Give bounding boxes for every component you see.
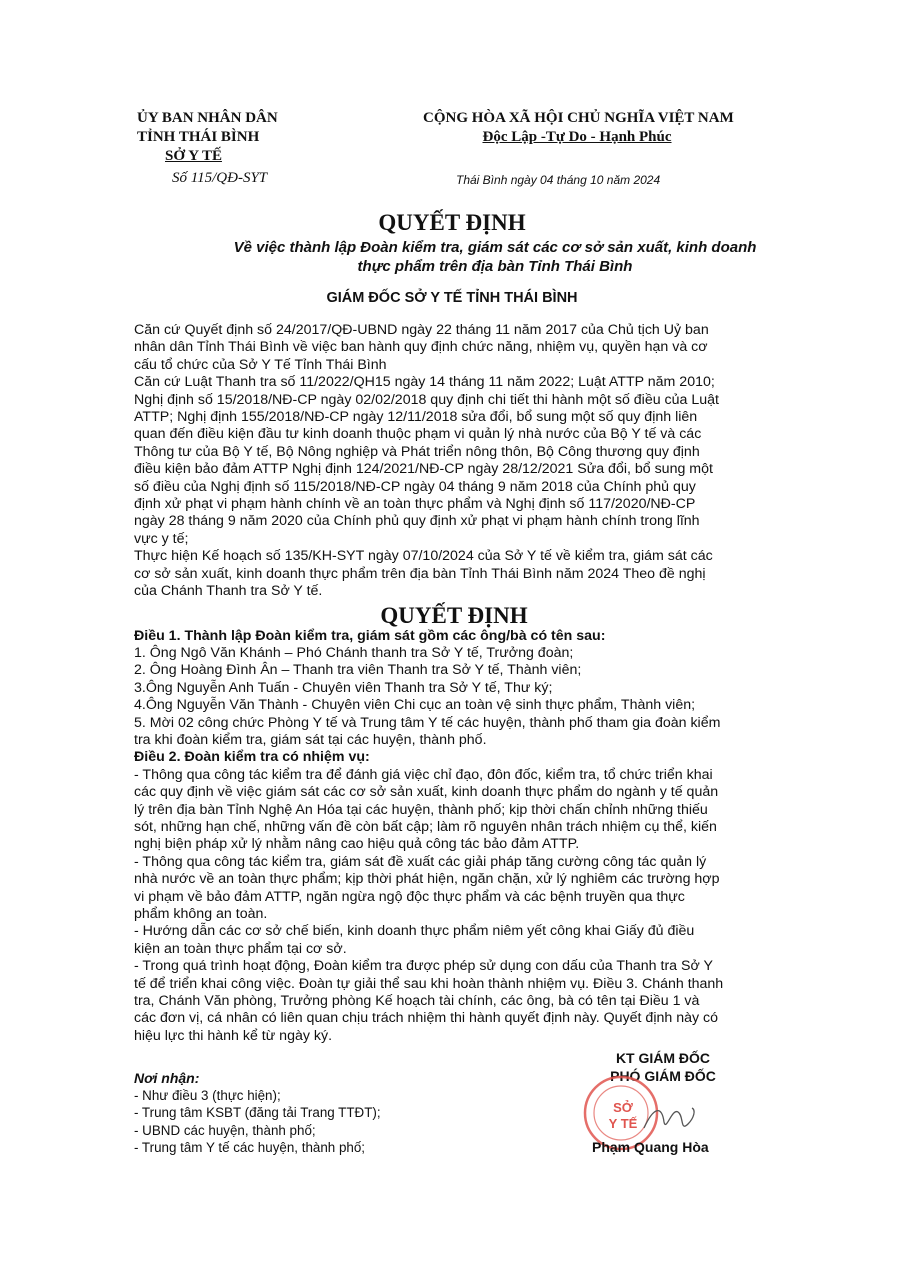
- article-2-line: các quy định về việc giám sát các cơ sở sản xuất, kinh doanh thực phẩm do ngành y tế quản: [134, 784, 719, 801]
- signature-line-2: PHÓ GIÁM ĐỐC: [610, 1068, 716, 1084]
- stamp-text-line-2: Y TẾ: [608, 1116, 638, 1131]
- preamble-line: cấu tổ chức của Sở Y Tế Tỉnh Thái Bình: [134, 356, 387, 373]
- article-2-line: nghị biện pháp xử lý nhằm nâng cao hiệu quả công tác bảo đảm ATTP.: [134, 836, 580, 853]
- article-2-line: lý trên địa bàn Tỉnh Nghệ An Hóa tại các huyện, thành phố; kịp thời chấn chỉnh những thiếu: [134, 801, 708, 818]
- issuer-block: [137, 109, 278, 166]
- document-number: Số 115/QĐ-SYT: [172, 170, 268, 186]
- article-2-line: hiệu lực thi hành kể từ ngày ký.: [134, 1027, 333, 1044]
- preamble-line: Căn cứ Quyết định số 24/2017/QĐ-UBND ngày 22 tháng 11 năm 2017 của Chủ tịch Uỷ ban: [134, 322, 709, 338]
- article-2: [134, 749, 774, 1045]
- article-2-line: - Trong quá trình hoạt động, Đoàn kiểm tra được phép sử dụng con dấu của Thanh tra Sở Y: [134, 958, 713, 975]
- preamble: [134, 322, 774, 601]
- subtitle-line-1: Về việc thành lập Đoàn kiểm tra, giám sát các cơ sở sản xuất, kinh doanh: [233, 239, 757, 256]
- document-subtitle: [230, 238, 760, 276]
- article-2-line: kiện an toàn thực phẩm tại cơ sở.: [134, 940, 347, 957]
- signature-line-1: KT GIÁM ĐỐC: [615, 1050, 711, 1066]
- recipient-item: - Như điều 3 (thực hiện);: [134, 1088, 281, 1104]
- handwritten-signature: [640, 1098, 700, 1138]
- preamble-line: Nghị định số 15/2018/NĐ-CP ngày 02/02/2018 quy định chi tiết thi hành một số điều của Luật: [134, 391, 719, 408]
- document-date: Thái Bình ngày 04 tháng 10 năm 2024: [456, 173, 661, 187]
- article-1-line: 3.Ông Nguyễn Anh Tuấn - Chuyên viên Thanh tra Sở Y tế, Thư ký;: [134, 679, 553, 696]
- article-2-line: các đơn vị, cá nhân có liên quan chịu trách nhiệm thi hành quyết định này. Quyết định này có: [134, 1010, 719, 1027]
- preamble-line: cơ sở sản xuất, kinh doanh thực phẩm trên địa bàn Tỉnh Thái Bình năm 2024 Theo đề nghị: [134, 565, 706, 582]
- article-2-line: - Thông qua công tác kiểm tra để đánh giá việc chỉ đạo, đôn đốc, kiểm tra, tổ chức triển khai: [134, 766, 713, 783]
- preamble-line: điều kiện bảo đảm ATTP Nghị định 124/2021/NĐ-CP ngày 28/12/2021 Sửa đổi, bổ sung một: [134, 461, 713, 478]
- preamble-line: định xử phạt vi phạm hành chính về an toàn thực phẩm và Nghị định số 117/2020/NĐ-CP: [134, 496, 696, 513]
- article-1-line: tra khi đoàn kiểm tra, giám sát tại các huyện, thành phố.: [134, 731, 487, 748]
- national-title: CỘNG HÒA XÃ HỘI CHỦ NGHĨA VIỆT NAM: [423, 110, 734, 126]
- preamble-line: ATTP; Nghị định 155/2018/NĐ-CP ngày 12/11/2018 sửa đổi, bổ sung một số quy định liên: [134, 409, 698, 426]
- article-2-heading: Điều 2. Đoàn kiểm tra có nhiệm vụ:: [134, 749, 370, 766]
- issuer-line-1: ỦY BAN NHÂN DÂN: [137, 110, 278, 126]
- article-2-line: tra, Chánh Văn phòng, Trưởng phòng Kế hoạch tài chính, các ông, bà có tên tại Điều 1 và: [134, 993, 700, 1010]
- preamble-line: quan đến điều kiện đầu tư kinh doanh thuộc phạm vi quản lý nhà nước của Bộ Y tế và các: [134, 426, 702, 443]
- article-2-line: - Hướng dẫn các cơ sở chế biến, kinh doanh thực phẩm niêm yết công khai Giấy đủ điều: [134, 923, 695, 940]
- article-2-line: sót, những hạn chế, những vấn đề còn bất cập; làm rõ nguyên nhân trách nhiệm cụ thể, kiến: [134, 818, 717, 835]
- recipients-heading: Nơi nhận:: [134, 1070, 200, 1086]
- preamble-line: của Chánh Thanh tra Sở Y tế.: [134, 583, 323, 600]
- recipients: [134, 1070, 381, 1156]
- article-1: [134, 628, 774, 750]
- preamble-line: nhân dân Tỉnh Thái Bình về việc ban hành quy định chức năng, nhiệm vụ, quyền hạn và cơ: [134, 339, 708, 356]
- preamble-line: Thông tư của Bộ Y tế, Bộ Nông nghiệp và Phát triển nông thôn, Bộ Công thương quy định: [134, 443, 700, 460]
- article-2-line: nhà nước về an toàn thực phẩm; kịp thời phát hiện, ngăn chặn, xử lý nghiêm các trường hợp: [134, 871, 720, 888]
- article-2-line: tế để triển khai công việc. Đoàn tự giải thể sau khi hoàn thành nhiệm vụ. Điều 3. Chánh thanh: [134, 975, 724, 992]
- preamble-line: vực y tế;: [134, 530, 189, 547]
- authority-heading: GIÁM ĐỐC SỞ Y TẾ TỈNH THÁI BÌNH: [326, 290, 578, 306]
- decision-heading: QUYẾT ĐỊNH: [380, 602, 528, 628]
- stamp-text-line-1: SỞ: [613, 1100, 633, 1115]
- preamble-line: ngày 28 tháng 9 năm 2020 của Chính phủ quy định xử phạt vi phạm hành chính trong lĩnh: [134, 513, 700, 530]
- article-1-heading: Điều 1. Thành lập Đoàn kiểm tra, giám sát gồm các ông/bà có tên sau:: [134, 627, 606, 644]
- recipient-item: - Trung tâm Y tế các huyện, thành phố;: [134, 1139, 366, 1155]
- issuer-line-2: TỈNH THÁI BÌNH: [137, 129, 260, 145]
- issuer-line-3: SỞ Y TẾ: [165, 148, 222, 164]
- national-heading: [423, 109, 734, 147]
- article-1-line: 2. Ông Hoàng Đình Ân – Thanh tra viên Thanh tra Sở Y tế, Thành viên;: [134, 662, 582, 679]
- signer-name: Phạm Quang Hòa: [592, 1139, 709, 1155]
- article-2-line: phẩm không an toàn.: [134, 906, 268, 922]
- article-2-line: vi phạm về bảo đảm ATTP, ngăn ngừa ngộ độc thực phẩm và các bệnh truyền qua thực: [134, 888, 685, 905]
- article-1-line: 5. Mời 02 công chức Phòng Y tế và Trung tâm Y tế các huyện, thành phố tham gia đoàn kiểm: [134, 714, 721, 731]
- subtitle-line-2: thực phẩm trên địa bàn Tỉnh Thái Bình: [357, 258, 633, 275]
- article-1-line: 4.Ông Nguyễn Văn Thành - Chuyên viên Chi cục an toàn vệ sinh thực phẩm, Thành viên;: [134, 697, 696, 714]
- document-body: [134, 322, 774, 1045]
- recipient-item: - UBND các huyện, thành phố;: [134, 1122, 316, 1138]
- national-motto: Độc Lập -Tự Do - Hạnh Phúc: [482, 129, 672, 145]
- preamble-line: Căn cứ Luật Thanh tra số 11/2022/QH15 ngày 14 tháng 11 năm 2022; Luật ATTP năm 2010;: [134, 374, 715, 391]
- recipient-item: - Trung tâm KSBT (đăng tải Trang TTĐT);: [134, 1105, 381, 1121]
- preamble-line: Thực hiện Kế hoạch số 135/KH-SYT ngày 07/10/2024 của Sở Y tế về kiểm tra, giám sát các: [134, 548, 713, 565]
- preamble-line: số điều của Nghị định số 115/2018/NĐ-CP ngày 04 tháng 9 năm 2018 của Chính phủ quy: [134, 478, 696, 495]
- article-1-line: 1. Ông Ngô Văn Khánh – Phó Chánh thanh tra Sở Y tế, Trưởng đoàn;: [134, 644, 574, 661]
- article-2-line: - Thông qua công tác kiểm tra, giám sát đề xuất các giải pháp tăng cường công tác quản lý: [134, 853, 707, 870]
- document-title: QUYẾT ĐỊNH: [378, 210, 526, 235]
